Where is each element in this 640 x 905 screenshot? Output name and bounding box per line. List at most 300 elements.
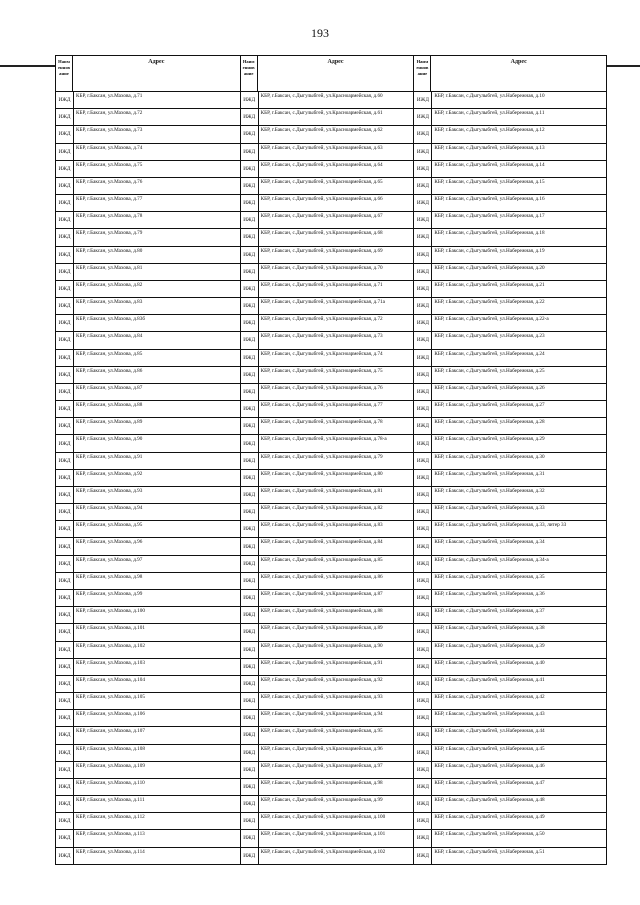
object-address: КБР, г.Баксан, с.Дыгулыбгей, ул.Красноармейская, д.64: [260, 161, 383, 168]
object-kind: ИЖД: [56, 264, 74, 280]
table-row: [414, 676, 606, 693]
table-row: [414, 247, 606, 264]
object-address: КБР, г.Баксан, с.Дыгулыбгей, ул.Красноармейская, д.70: [260, 264, 383, 271]
object-address: КБР, г.Баксан, ул.Махова, д.79: [76, 230, 143, 237]
table-row: [56, 813, 240, 830]
object-address: КБР, г.Баксан, ул.Махова, д.103: [76, 659, 145, 666]
table-row: [414, 538, 606, 555]
table-row: [56, 418, 240, 435]
table-row: [414, 624, 606, 641]
object-address: КБР, г.Баксан, с.Дыгулыбгей, ул.Набережная, д.28: [434, 419, 545, 426]
object-kind: ИЖД: [241, 92, 259, 108]
object-address: КБР, г.Баксан, с.Дыгулыбгей, ул.Набережная, д.34: [434, 539, 545, 546]
table-row: [414, 401, 606, 418]
object-kind: ИЖД: [414, 504, 432, 520]
object-address: КБР, г.Баксан, с.Дыгулыбгей, ул.Красноармейская, д.83: [260, 522, 383, 529]
object-kind: ИЖД: [241, 762, 259, 778]
table-row: [56, 590, 240, 607]
object-address: КБР, г.Баксан, с.Дыгулыбгей, ул.Набережная, д.22-а: [434, 316, 549, 323]
object-address: КБР, г.Баксан, с.Дыгулыбгей, ул.Красноармейская, д.60: [260, 93, 383, 99]
table-row: [241, 229, 414, 246]
object-address: КБР, г.Баксан, с.Дыгулыбгей, ул.Набережная, д.39: [434, 642, 545, 649]
table-row: [241, 109, 414, 126]
object-address: КБР, г.Баксан, с.Дыгулыбгей, ул.Набережная, д.33: [434, 505, 545, 512]
object-address: КБР, г.Баксан, с.Дыгулыбгей, ул.Красноармейская, д.91: [260, 659, 383, 666]
table-row: [56, 350, 240, 367]
table-row: [241, 315, 414, 332]
object-address: КБР, г.Баксан, с.Дыгулыбгей, ул.Красноармейская, д.72: [260, 316, 383, 323]
object-address: КБР, г.Баксан, с.Дыгулыбгей, ул.Набережная, д.18: [434, 230, 545, 237]
table-row: [56, 487, 240, 504]
object-address: КБР, г.Баксан, ул.Махова, д.80: [76, 247, 143, 254]
object-kind: ИЖД: [414, 178, 432, 194]
object-address: КБР, г.Баксан, ул.Махова, д.101: [76, 625, 145, 632]
object-address: КБР, г.Баксан, с.Дыгулыбгей, ул.Красноармейская, д.62: [260, 127, 383, 134]
object-address: КБР, г.Баксан, с.Дыгулыбгей, ул.Набережная, д.35: [434, 573, 545, 580]
table-row: [241, 813, 414, 830]
table-row: [241, 659, 414, 676]
table-row: [56, 642, 240, 659]
table-row: [414, 92, 606, 109]
object-kind: ИЖД: [56, 178, 74, 194]
table-column-1: [55, 55, 240, 865]
object-address: КБР, г.Баксан, с.Дыгулыбгей, ул.Набережная, д.43: [434, 711, 545, 718]
table-row: [414, 229, 606, 246]
table-row: [56, 573, 240, 590]
object-kind: ИЖД: [56, 830, 74, 846]
object-address: КБР, г.Баксан, с.Дыгулыбгей, ул.Красноармейская, д.85: [260, 556, 383, 563]
table-row: [414, 126, 606, 143]
object-address: КБР, г.Баксан, ул.Махова, д.88: [76, 402, 143, 409]
table-row: [241, 453, 414, 470]
table-row: [241, 642, 414, 659]
object-address: КБР, г.Баксан, ул.Махова, д.76: [76, 178, 143, 185]
table-row: [56, 470, 240, 487]
table-row: [241, 144, 414, 161]
object-address: КБР, г.Баксан, с.Дыгулыбгей, ул.Красноармейская, д.98: [260, 779, 383, 786]
object-kind: ИЖД: [241, 350, 259, 366]
object-kind: ИЖД: [56, 710, 74, 726]
table-row: [414, 453, 606, 470]
object-address: КБР, г.Баксан, с.Дыгулыбгей, ул.Набережная, д.24: [434, 350, 545, 357]
table-row: [56, 332, 240, 349]
table-row: [414, 556, 606, 573]
object-kind: ИЖД: [241, 195, 259, 211]
column-header: [241, 56, 414, 92]
table-row: [56, 212, 240, 229]
object-kind: ИЖД: [241, 693, 259, 709]
table-row: [56, 676, 240, 693]
object-kind: ИЖД: [241, 848, 259, 864]
object-address: КБР, г.Баксан, с.Дыгулыбгей, ул.Набережная, д.45: [434, 745, 545, 752]
object-kind: ИЖД: [56, 848, 74, 864]
table-row: [414, 144, 606, 161]
object-address: КБР, г.Баксан, ул.Махова, д.111: [76, 797, 145, 804]
table-row: [414, 779, 606, 796]
table-row: [414, 384, 606, 401]
table-row: [56, 435, 240, 452]
table-row: [414, 642, 606, 659]
object-kind: ИЖД: [56, 350, 74, 366]
object-kind: ИЖД: [241, 178, 259, 194]
table-row: [56, 178, 240, 195]
object-kind: ИЖД: [241, 727, 259, 743]
table-row: [56, 556, 240, 573]
object-address: КБР, г.Баксан, с.Дыгулыбгей, ул.Набережная, д.11: [434, 110, 545, 117]
object-kind: ИЖД: [56, 195, 74, 211]
object-address: КБР, г.Баксан, ул.Махова, д.107: [76, 728, 145, 735]
object-address: КБР, г.Баксан, с.Дыгулыбгей, ул.Красноармейская, д.63: [260, 144, 383, 151]
object-kind: ИЖД: [241, 710, 259, 726]
object-address: КБР, г.Баксан, с.Дыгулыбгей, ул.Набережная, д.14: [434, 161, 545, 168]
table-row: [241, 762, 414, 779]
table-row: [56, 195, 240, 212]
table-row: [241, 624, 414, 641]
table-row: [56, 779, 240, 796]
object-address: КБР, г.Баксан, с.Дыгулыбгей, ул.Красноармейская, д.69: [260, 247, 383, 254]
address-table: [55, 55, 607, 865]
object-kind: ИЖД: [414, 229, 432, 245]
object-address: КБР, г.Баксан, ул.Махова, д.78: [76, 213, 143, 220]
table-row: [414, 830, 606, 847]
table-row: [241, 195, 414, 212]
object-kind: ИЖД: [241, 281, 259, 297]
object-kind: ИЖД: [56, 813, 74, 829]
table-row: [241, 727, 414, 744]
object-address: КБР, г.Баксан, с.Дыгулыбгей, ул.Набережная, д.47: [434, 779, 545, 786]
object-kind: ИЖД: [56, 659, 74, 675]
left-edge-line: [0, 65, 55, 67]
table-row: [56, 264, 240, 281]
table-row: [241, 350, 414, 367]
object-kind: ИЖД: [414, 487, 432, 503]
table-row: [241, 710, 414, 727]
object-kind: ИЖД: [56, 144, 74, 160]
table-row: [56, 281, 240, 298]
object-address: КБР, г.Баксан, ул.Махова, д.100: [76, 608, 145, 615]
object-kind: ИЖД: [414, 538, 432, 554]
table-row: [56, 315, 240, 332]
table-row: [414, 504, 606, 521]
object-kind: ИЖД: [56, 487, 74, 503]
object-kind: ИЖД: [241, 126, 259, 142]
object-kind: ИЖД: [56, 298, 74, 314]
object-address: КБР, г.Баксан, ул.Махова, д.83б: [76, 316, 146, 323]
object-kind: ИЖД: [414, 435, 432, 451]
table-row: [414, 178, 606, 195]
object-kind: ИЖД: [241, 487, 259, 503]
object-kind: ИЖД: [56, 779, 74, 795]
object-kind: ИЖД: [56, 727, 74, 743]
object-kind: ИЖД: [414, 762, 432, 778]
object-kind: ИЖД: [56, 624, 74, 640]
object-address: КБР, г.Баксан, ул.Махова, д.84: [76, 333, 143, 340]
table-row: [414, 281, 606, 298]
table-row: [241, 538, 414, 555]
table-row: [241, 830, 414, 847]
object-kind: ИЖД: [414, 676, 432, 692]
object-kind: ИЖД: [241, 659, 259, 675]
table-row: [241, 745, 414, 762]
table-row: [56, 538, 240, 555]
object-address: КБР, г.Баксан, ул.Махова, д.99: [76, 590, 143, 597]
table-row: [241, 298, 414, 315]
object-address: КБР, г.Баксан, с.Дыгулыбгей, ул.Красноармейская, д.65: [260, 178, 383, 185]
object-kind: ИЖД: [414, 556, 432, 572]
object-address: КБР, г.Баксан, ул.Махова, д.87: [76, 384, 143, 391]
object-kind: ИЖД: [56, 332, 74, 348]
object-kind: ИЖД: [56, 435, 74, 451]
object-address: КБР, г.Баксан, ул.Махова, д.72: [76, 110, 143, 117]
table-row: [414, 521, 606, 538]
object-address: КБР, г.Баксан, с.Дыгулыбгей, ул.Красноармейская, д.96: [260, 745, 383, 752]
object-address: КБР, г.Баксан, с.Дыгулыбгей, ул.Красноармейская, д.61: [260, 110, 383, 117]
object-kind: ИЖД: [414, 367, 432, 383]
object-address: КБР, г.Баксан, с.Дыгулыбгей, ул.Набережная, д.25: [434, 367, 545, 374]
object-address: КБР, г.Баксан, ул.Махова, д.95: [76, 522, 143, 529]
table-column-2: [240, 55, 414, 865]
object-kind: ИЖД: [56, 607, 74, 623]
object-kind: ИЖД: [56, 453, 74, 469]
object-address: КБР, г.Баксан, с.Дыгулыбгей, ул.Красноармейская, д.99: [260, 797, 383, 804]
object-kind: ИЖД: [414, 607, 432, 623]
object-address: КБР, г.Баксан, с.Дыгулыбгей, ул.Красноармейская, д.84: [260, 539, 383, 546]
object-address: КБР, г.Баксан, с.Дыгулыбгей, ул.Красноармейская, д.95: [260, 728, 383, 735]
table-row: [414, 264, 606, 281]
table-row: [414, 161, 606, 178]
table-row: [414, 470, 606, 487]
object-address: КБР, г.Баксан, ул.Махова, д.92: [76, 470, 143, 477]
object-kind: ИЖД: [414, 470, 432, 486]
table-row: [241, 487, 414, 504]
object-address: КБР, г.Баксан, ул.Махова, д.105: [76, 694, 145, 701]
table-row: [414, 848, 606, 864]
object-address: КБР, г.Баксан, с.Дыгулыбгей, ул.Красноармейская, д.71а: [260, 299, 385, 306]
column-header: [56, 56, 240, 92]
object-address: КБР, г.Баксан, с.Дыгулыбгей, ул.Набережная, д.46: [434, 762, 545, 769]
object-address: КБР, г.Баксан, ул.Махова, д.90: [76, 436, 143, 443]
object-address: КБР, г.Баксан, с.Дыгулыбгей, ул.Красноармейская, д.76: [260, 384, 383, 391]
table-row: [241, 676, 414, 693]
kind-header: Наим еннов ание: [414, 56, 431, 91]
address-header: Адрес: [148, 59, 165, 65]
object-kind: ИЖД: [414, 332, 432, 348]
object-address: КБР, г.Баксан, ул.Махова, д.89: [76, 419, 143, 426]
table-row: [56, 762, 240, 779]
table-row: [414, 298, 606, 315]
object-kind: ИЖД: [241, 556, 259, 572]
object-kind: ИЖД: [414, 624, 432, 640]
object-address: КБР, г.Баксан, ул.Махова, д.81: [76, 264, 143, 271]
object-address: КБР, г.Баксан, ул.Махова, д.91: [76, 453, 143, 460]
table-row: [56, 521, 240, 538]
object-address: КБР, г.Баксан, с.Дыгулыбгей, ул.Красноармейская, д.88: [260, 608, 383, 615]
table-row: [56, 298, 240, 315]
table-row: [414, 212, 606, 229]
object-kind: ИЖД: [241, 332, 259, 348]
table-row: [56, 727, 240, 744]
object-kind: ИЖД: [56, 92, 74, 108]
table-row: [414, 710, 606, 727]
table-row: [56, 659, 240, 676]
object-kind: ИЖД: [56, 470, 74, 486]
object-address: КБР, г.Баксан, ул.Махова, д.110: [76, 779, 145, 786]
table-row: [414, 762, 606, 779]
object-address: КБР, г.Баксан, с.Дыгулыбгей, ул.Красноармейская, д.94: [260, 711, 383, 718]
object-kind: ИЖД: [56, 229, 74, 245]
object-kind: ИЖД: [56, 281, 74, 297]
object-kind: ИЖД: [414, 813, 432, 829]
object-kind: ИЖД: [241, 521, 259, 537]
object-address: КБР, г.Баксан, с.Дыгулыбгей, ул.Красноармейская, д.80: [260, 470, 383, 477]
object-kind: ИЖД: [56, 212, 74, 228]
object-address: КБР, г.Баксан, ул.Махова, д.102: [76, 642, 145, 649]
page-number: 193: [311, 26, 329, 40]
object-kind: ИЖД: [56, 762, 74, 778]
table-row: [56, 401, 240, 418]
object-address: КБР, г.Баксан, с.Дыгулыбгей, ул.Набережная, д.19: [434, 247, 545, 254]
object-kind: ИЖД: [414, 796, 432, 812]
object-kind: ИЖД: [414, 693, 432, 709]
object-address: КБР, г.Баксан, с.Дыгулыбгей, ул.Красноармейская, д.66: [260, 196, 383, 203]
table-row: [56, 384, 240, 401]
object-kind: ИЖД: [241, 367, 259, 383]
object-address: КБР, г.Баксан, ул.Махова, д.86: [76, 367, 143, 374]
table-row: [56, 367, 240, 384]
object-address: КБР, г.Баксан, с.Дыгулыбгей, ул.Красноармейская, д.100: [260, 814, 386, 821]
table-row: [56, 126, 240, 143]
table-row: [414, 573, 606, 590]
object-kind: ИЖД: [56, 556, 74, 572]
object-kind: ИЖД: [414, 659, 432, 675]
table-row: [414, 435, 606, 452]
table-row: [56, 229, 240, 246]
object-address: КБР, г.Баксан, ул.Махова, д.109: [76, 762, 145, 769]
object-kind: ИЖД: [56, 504, 74, 520]
object-address: КБР, г.Баксан, ул.Махова, д.77: [76, 196, 143, 203]
table-row: [241, 796, 414, 813]
object-kind: ИЖД: [56, 745, 74, 761]
object-address: КБР, г.Баксан, с.Дыгулыбгей, ул.Набережная, д.40: [434, 659, 545, 666]
object-kind: ИЖД: [241, 247, 259, 263]
object-kind: ИЖД: [56, 642, 74, 658]
object-kind: ИЖД: [414, 453, 432, 469]
object-address: КБР, г.Баксан, ул.Махова, д.114: [76, 848, 145, 855]
object-kind: ИЖД: [414, 264, 432, 280]
object-kind: ИЖД: [414, 247, 432, 263]
object-address: КБР, г.Баксан, ул.Махова, д.97: [76, 556, 143, 563]
object-address: КБР, г.Баксан, с.Дыгулыбгей, ул.Набережная, д.29: [434, 436, 545, 443]
object-kind: ИЖД: [414, 727, 432, 743]
object-address: КБР, г.Баксан, ул.Махова, д.94: [76, 505, 143, 512]
object-address: КБР, г.Баксан, с.Дыгулыбгей, ул.Набережная, д.50: [434, 831, 545, 838]
table-row: [241, 521, 414, 538]
object-kind: ИЖД: [241, 144, 259, 160]
object-address: КБР, г.Баксан, с.Дыгулыбгей, ул.Красноармейская, д.78-а: [260, 436, 387, 443]
object-address: КБР, г.Баксан, с.Дыгулыбгей, ул.Красноармейская, д.101: [260, 831, 386, 838]
object-kind: ИЖД: [414, 642, 432, 658]
object-address: КБР, г.Баксан, ул.Махова, д.113: [76, 831, 145, 838]
object-kind: ИЖД: [56, 693, 74, 709]
object-kind: ИЖД: [414, 573, 432, 589]
object-address: КБР, г.Баксан, с.Дыгулыбгей, ул.Набережная, д.48: [434, 797, 545, 804]
table-row: [414, 813, 606, 830]
object-kind: ИЖД: [414, 281, 432, 297]
object-kind: ИЖД: [56, 418, 74, 434]
object-kind: ИЖД: [414, 830, 432, 846]
object-address: КБР, г.Баксан, с.Дыгулыбгей, ул.Набережная, д.10: [434, 93, 545, 99]
table-row: [414, 487, 606, 504]
object-kind: ИЖД: [56, 367, 74, 383]
table-row: [241, 848, 414, 864]
object-kind: ИЖД: [241, 796, 259, 812]
object-address: КБР, г.Баксан, с.Дыгулыбгей, ул.Набережная, д.51: [434, 848, 545, 855]
object-kind: ИЖД: [56, 521, 74, 537]
table-row: [414, 418, 606, 435]
kind-header: Наим еннов ание: [56, 56, 73, 91]
object-kind: ИЖД: [414, 298, 432, 314]
object-kind: ИЖД: [414, 144, 432, 160]
object-address: КБР, г.Баксан, ул.Махова, д.108: [76, 745, 145, 752]
table-row: [241, 607, 414, 624]
object-address: КБР, г.Баксан, с.Дыгулыбгей, ул.Красноармейская, д.92: [260, 676, 383, 683]
table-row: [56, 161, 240, 178]
object-address: КБР, г.Баксан, с.Дыгулыбгей, ул.Набережная, д.33, литер 33: [434, 522, 567, 529]
object-address: КБР, г.Баксан, с.Дыгулыбгей, ул.Набережная, д.44: [434, 728, 545, 735]
object-address: КБР, г.Баксан, ул.Махова, д.75: [76, 161, 143, 168]
address-header: Адрес: [510, 59, 527, 65]
object-address: КБР, г.Баксан, ул.Махова, д.82: [76, 281, 143, 288]
object-kind: ИЖД: [56, 590, 74, 606]
address-header: Адрес: [327, 59, 344, 65]
object-address: КБР, г.Баксан, ул.Махова, д.106: [76, 711, 145, 718]
table-column-3: [413, 55, 607, 865]
table-row: [241, 247, 414, 264]
table-row: [414, 332, 606, 349]
object-kind: ИЖД: [414, 418, 432, 434]
table-row: [241, 435, 414, 452]
table-row: [56, 247, 240, 264]
table-row: [241, 504, 414, 521]
object-address: КБР, г.Баксан, с.Дыгулыбгей, ул.Красноармейская, д.71: [260, 281, 383, 288]
object-kind: ИЖД: [241, 779, 259, 795]
object-kind: ИЖД: [241, 435, 259, 451]
table-row: [241, 264, 414, 281]
object-kind: ИЖД: [56, 109, 74, 125]
object-address: КБР, г.Баксан, с.Дыгулыбгей, ул.Набережная, д.21: [434, 281, 545, 288]
object-kind: ИЖД: [241, 642, 259, 658]
object-kind: ИЖД: [56, 676, 74, 692]
object-address: КБР, г.Баксан, с.Дыгулыбгей, ул.Красноармейская, д.82: [260, 505, 383, 512]
object-address: КБР, г.Баксан, с.Дыгулыбгей, ул.Набережная, д.26: [434, 384, 545, 391]
object-address: КБР, г.Баксан, с.Дыгулыбгей, ул.Набережная, д.38: [434, 625, 545, 632]
object-kind: ИЖД: [414, 521, 432, 537]
object-address: КБР, г.Баксан, с.Дыгулыбгей, ул.Набережная, д.41: [434, 676, 545, 683]
table-row: [241, 693, 414, 710]
object-kind: ИЖД: [414, 109, 432, 125]
object-kind: ИЖД: [241, 470, 259, 486]
table-row: [241, 418, 414, 435]
object-kind: ИЖД: [241, 624, 259, 640]
object-kind: ИЖД: [241, 418, 259, 434]
object-kind: ИЖД: [241, 453, 259, 469]
object-kind: ИЖД: [241, 676, 259, 692]
object-kind: ИЖД: [241, 607, 259, 623]
object-address: КБР, г.Баксан, ул.Махова, д.96: [76, 539, 143, 546]
object-address: КБР, г.Баксан, с.Дыгулыбгей, ул.Красноармейская, д.90: [260, 642, 383, 649]
object-address: КБР, г.Баксан, с.Дыгулыбгей, ул.Красноармейская, д.97: [260, 762, 383, 769]
object-kind: ИЖД: [241, 264, 259, 280]
